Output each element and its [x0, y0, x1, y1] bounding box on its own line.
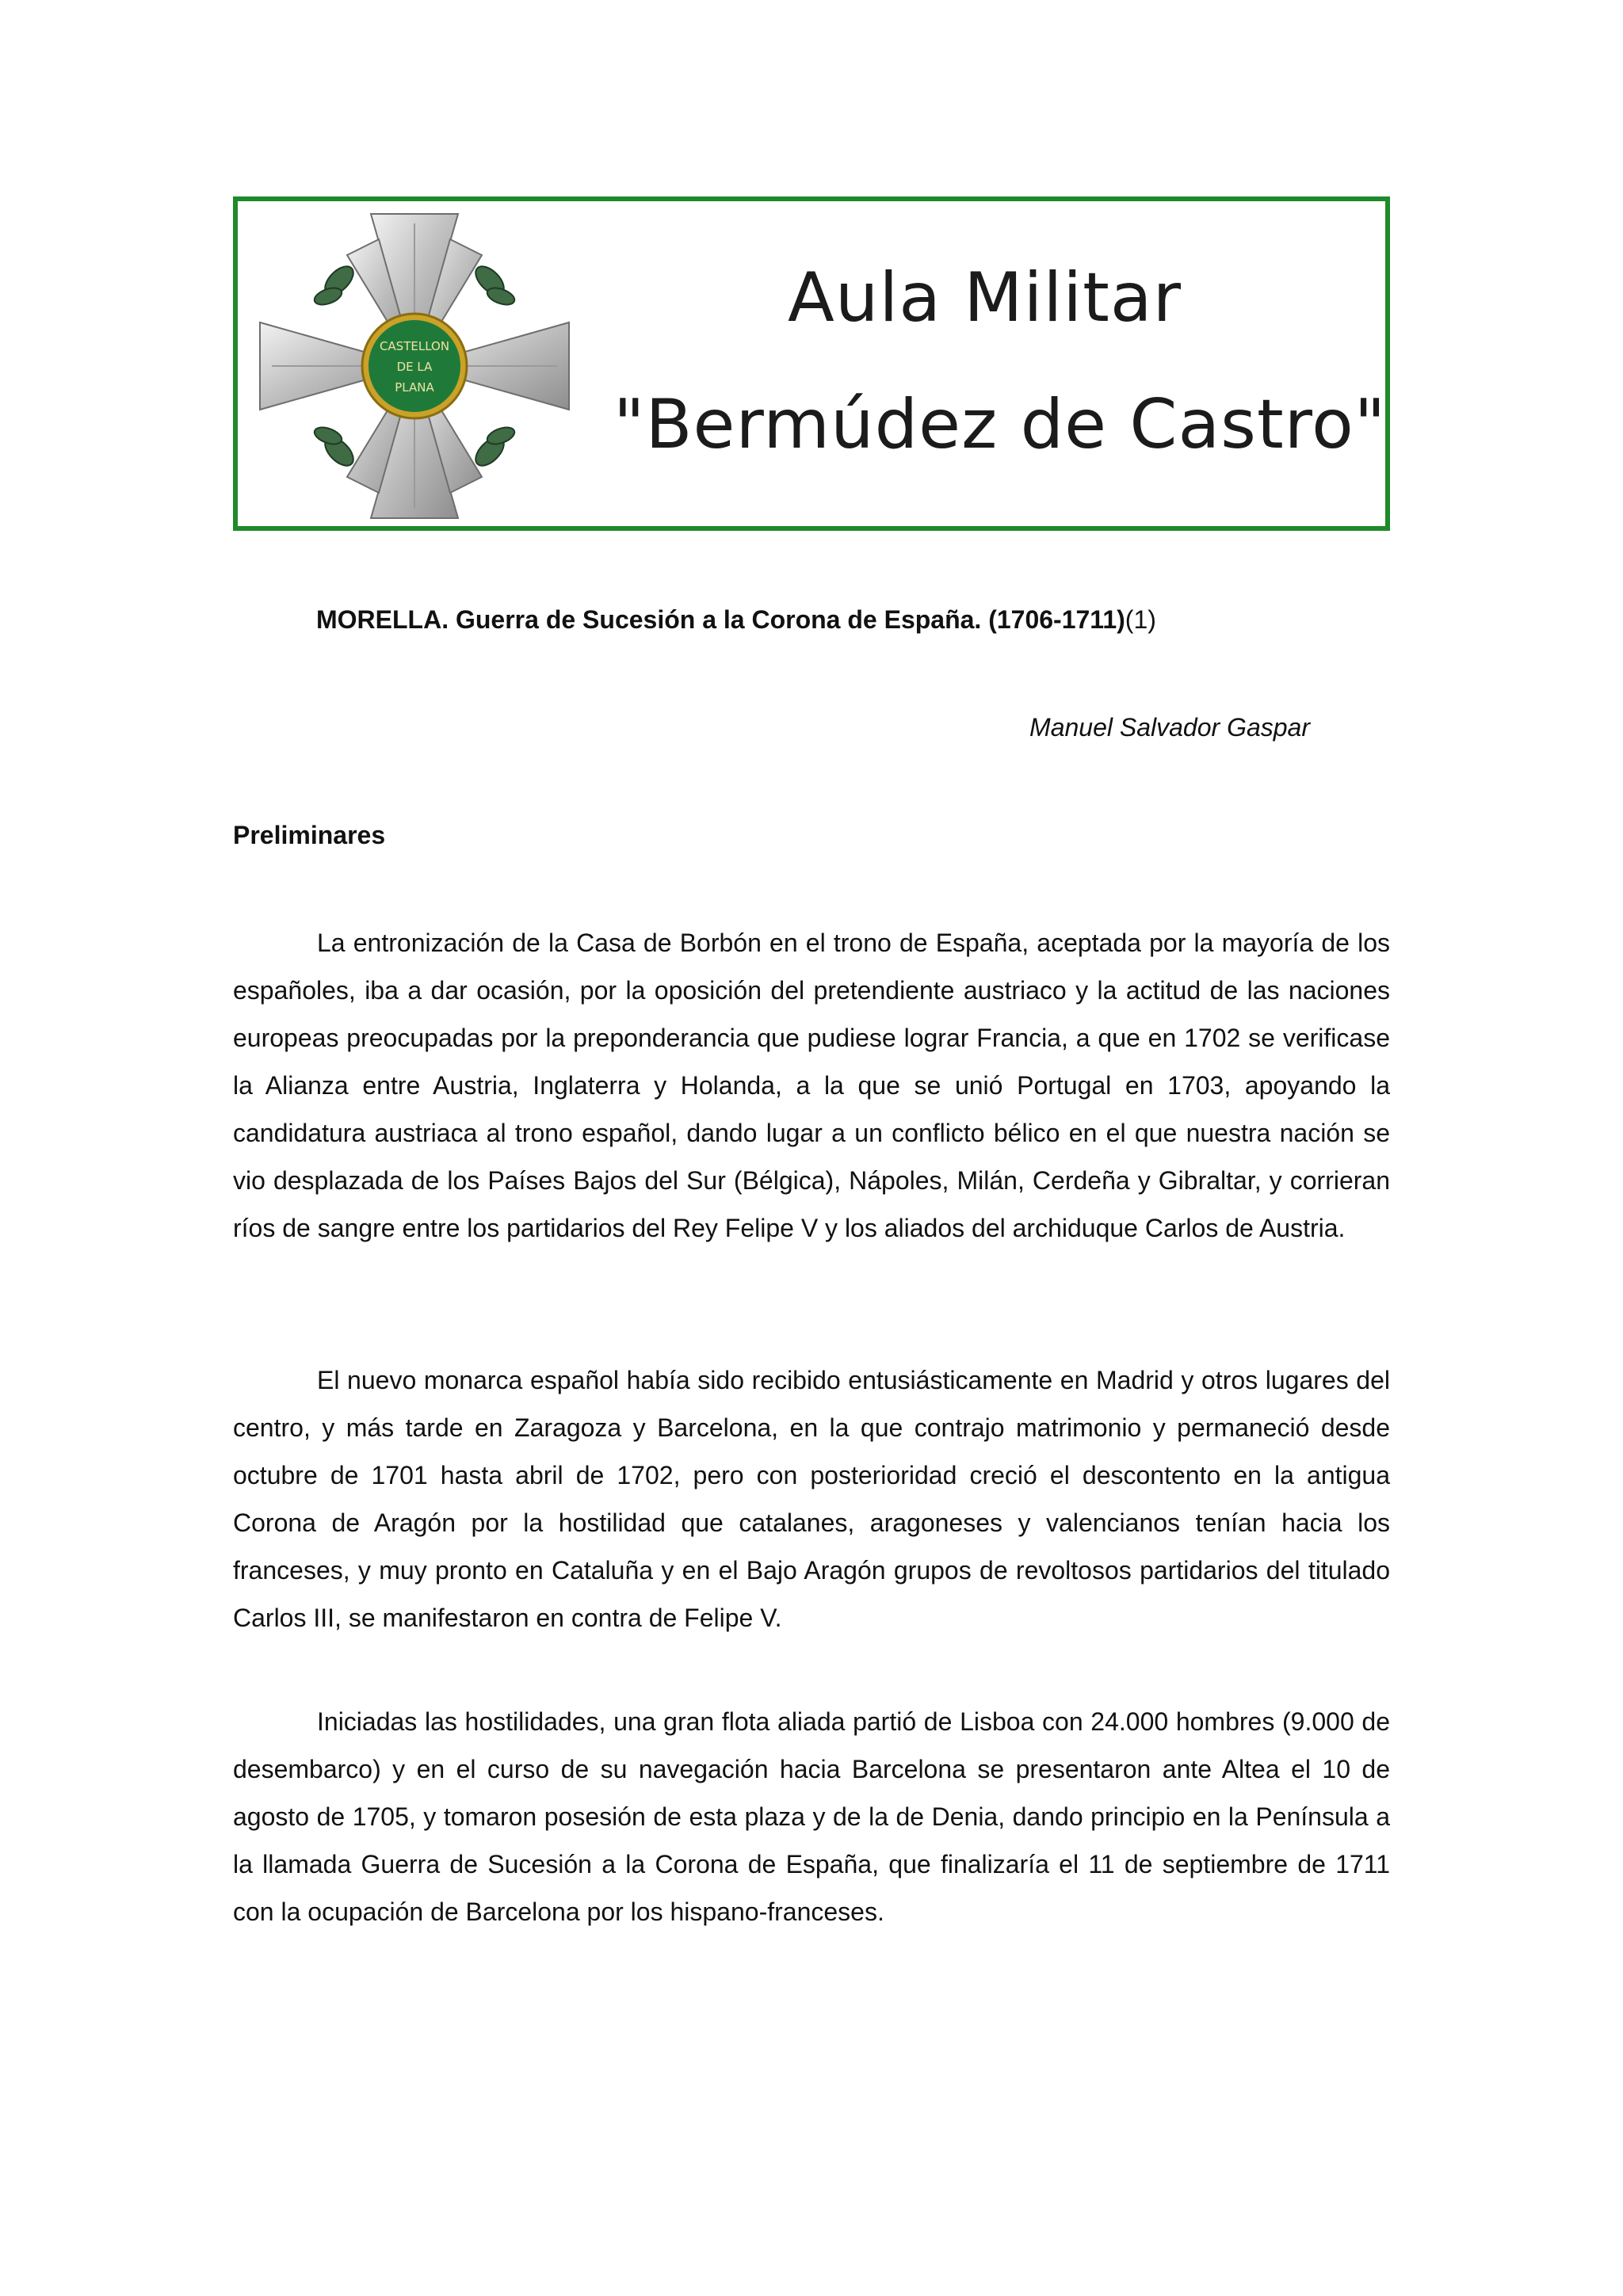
- footnote-reference: (1): [1125, 605, 1156, 634]
- paragraph: El nuevo monarca español había sido recibido entusiásticamente en Madrid y otros lugares del centro, y más tarde en Zaragoza y Barcelona, en la que contrajo matrimonio y permaneció desde octubre de 1701 hasta abril de 1702, pero con posterioridad creció el descontento en la antigua Corona de Aragón por la hostilidad que catalanes, aragoneses y valencianos tenían hacia los franceses, y muy pronto en Cataluña y en el Bajo Aragón grupos de revoltosos partidarios del titulado Carlos III, se manifestaron en contra de Felipe V.: [233, 1366, 1390, 1632]
- emblem-text-3: PLANA: [395, 380, 434, 395]
- military-cross-emblem-icon: [252, 208, 577, 524]
- header-banner: [233, 196, 1390, 531]
- paragraph: La entronización de la Casa de Borbón en el trono de España, aceptada por la mayoría de los españoles, iba a dar ocasión, por la oposición del pretendiente austriaco y la actitud de las naciones europeas preocupadas por la preponderancia que pudiese lograr Francia, a que en 1702 se verificase la Alianza entre Austria, Inglaterra y Holanda, a la que se unió Portugal en 1703, apoyando la candidatura austriaca al trono español, dando lugar a un conflicto bélico en el que nuestra nación se vio desplazada de los Países Bajos del Sur (Bélgica), Nápoles, Milán, Cerdeña y Gibraltar, y corrieran ríos de sangre entre los partidarios del Rey Felipe V y los aliados del archiduque Carlos de Austria.: [233, 929, 1390, 1242]
- document-title-main: MORELLA. Guerra de Sucesión a la Corona de España. (1706-1711): [316, 605, 1125, 634]
- paragraph: Iniciadas las hostilidades, una gran flota aliada partió de Lisboa con 24.000 hombres (9.000 de desembarco) y en el curso de su navegación hacia Barcelona se presentaron ante Altea el 10 de agosto de 1705, y tomaron posesión de esta plaza y de la de Denia, dando principio en la Península a la llamada Guerra de Sucesión a la Corona de España, que finalizaría el 11 de septiembre de 1711 con la ocupación de Barcelona por los hispano-franceses.: [233, 1707, 1390, 1926]
- section-heading: Preliminares: [233, 821, 386, 849]
- author-name: Manuel Salvador Gaspar: [1029, 713, 1310, 742]
- banner-title-line-1: Aula Militar: [788, 258, 1182, 338]
- emblem-text-1: CASTELLON: [379, 339, 450, 353]
- emblem-text-2: DE LA: [396, 360, 433, 374]
- banner-title-line-2: "Bermúdez de Castro": [613, 385, 1387, 464]
- document-title: [316, 605, 1156, 635]
